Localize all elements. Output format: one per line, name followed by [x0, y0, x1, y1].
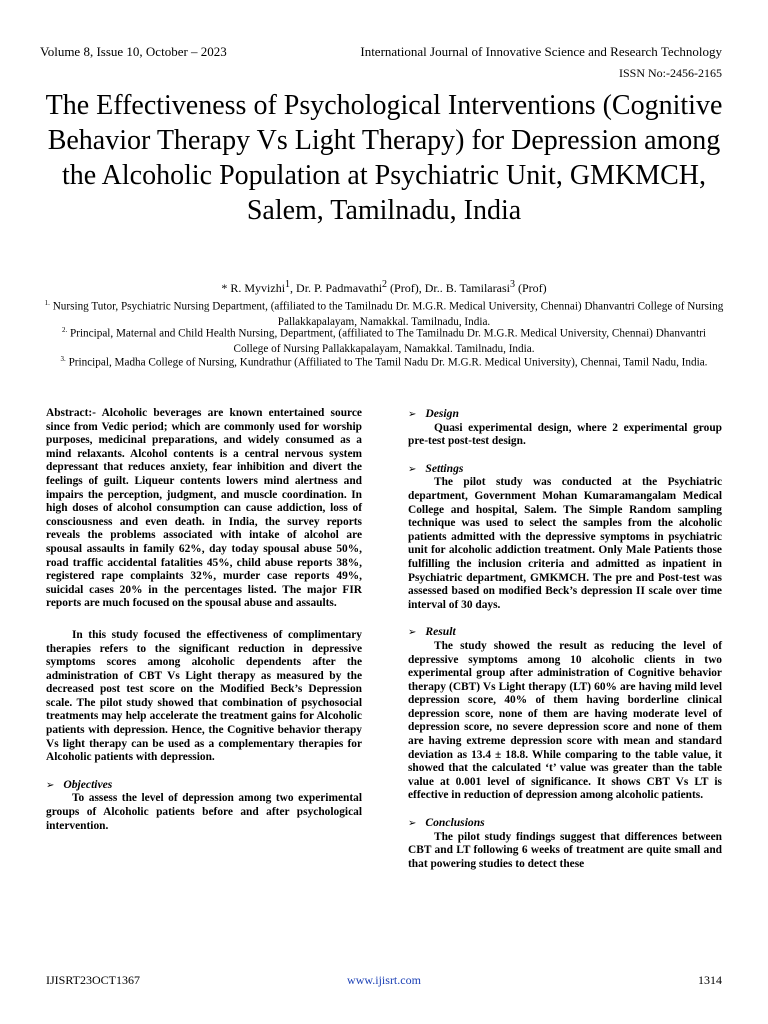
bullet-arrow-icon: ➢	[46, 779, 55, 791]
author-2-sup: 2	[382, 279, 388, 290]
journal-name: International Journal of Innovative Science and Research Technology	[360, 44, 722, 59]
affiliation-1-text: Nursing Tutor, Psychiatric Nursing Department, (affiliated to the Tamilnadu Dr. M.G.R. Medical University, Chennai) Dhanvantri College of Nursing Pallakkapalayam, Namakkal. Tamilnadu, India.	[52, 300, 724, 328]
affiliation-3	[44, 352, 724, 371]
right-column	[408, 407, 722, 871]
affiliation-1-num: 1.	[44, 299, 50, 307]
author-2: , Dr. P. Padmavathi	[290, 281, 383, 295]
objectives-heading: ➢ Objectives	[46, 777, 113, 791]
settings-heading: ➢ Settings	[408, 461, 464, 475]
journal-url-link[interactable]: www.ijisrt.com	[347, 973, 421, 987]
affiliation-2-text: Principal, Maternal and Child Health Nursing, Department, (affiliated to The Tamilnadu Dr. M.G.R. Medical University, Chennai) Dhanvantri College of Nursing Pallakkapalayam, Namakkal. Tamilnadu, India.	[70, 327, 707, 355]
author-3-sup: 3	[509, 279, 515, 290]
abstract-paragraph: Abstract:- Alcoholic beverages are known entertained source since from Vedic period; which are commonly used for worship purposes, medicinal preparations, and widely consumed as a mind relaxants. Alcohol contents is a central nervous system depressant that reduces anxiety, fear inhibition and divert the feelings of guilt. Liqueur contents lowers mind alertness and impairs the perception, judgment, and muscle coordination. In high doses of alcohol consumption can cause addiction, loss of consciousness and even death. in India, the survey reports reveals the problems associated with intake of alcohol are spousal assaults in family 62%, day today spousal abuse 50%, road traffic accidental fatalities 45%, child abuse reports 38%, registered rape complaints 32%, murder case reports 49%, suicidal cases 20% in the percentages listed. The major FIR reports are much focused on the spousal abuse and assaults.	[46, 407, 362, 610]
author-1: * R. Myvizhi	[221, 281, 286, 295]
bullet-arrow-icon: ➢	[408, 818, 417, 830]
bullet-arrow-icon: ➢	[408, 409, 417, 420]
volume-issue: Volume 8, Issue 10, October – 2023	[40, 44, 227, 59]
affiliation-3-num: 3.	[60, 355, 66, 363]
left-column	[46, 407, 362, 833]
author-1-sup: 1	[285, 279, 291, 290]
author-3-role: (Prof)	[514, 281, 547, 295]
result-heading: ➢ Result	[408, 625, 456, 639]
author-3: (Prof), Dr.. B. Tamilarasi	[387, 281, 510, 295]
article-id: IJISRT23OCT1367	[46, 973, 140, 987]
page-number: 1314	[698, 973, 722, 987]
design-heading: ➢ Design	[408, 407, 459, 420]
issn: ISSN No:-2456-2165	[618, 66, 722, 80]
settings-paragraph: The pilot study was conducted at the Psychiatric department, Government Mohan Kumaramangalam Medical College and hospital, Salem. The Simple Random sampling technique was used to select the samples from the alcoholic patients admitted with the depressive symptoms in psychiatric unit for alcoholic addiction treatment. Only Male Patients those fulfilling the inclusion criteria and admitted as inpatient in Psychiatric department, GMKMCH. The pre and Post-test was assessed based on modified Beck’s depression II scale over time interval of 30 days.	[408, 476, 722, 611]
study-paragraph: In this study focused the effectiveness of complimentary therapies refers to the significant reduction in depressive symptoms scores among alcoholic dependents after the administration of CBT Vs Light therapy as measured by the decreased post test score on the Modified Beck’s Depression scale. The pilot study showed that combination of psychosocial treatments may help accelerate the treatment gains for Alcoholic patients with depression. Hence, the Cognitive behavior therapy Vs light therapy can be used as a complementary therapies for Alcoholic patients with depression.	[46, 628, 362, 764]
conclusions-heading: ➢ Conclusions	[408, 816, 485, 830]
bullet-arrow-icon: ➢	[408, 463, 417, 475]
author-list	[40, 277, 728, 296]
conclusions-paragraph: The pilot study findings suggest that differences between CBT and LT following 6 weeks of treatment are quite small and that powering studies to detect these	[408, 830, 722, 870]
paper-title: The Effectiveness of Psychological Interventions (Cognitive Behavior Therapy Vs Light Therapy) for Depression among the Alcoholic Population at Psychiatric Unit, GMKMCH, Salem, Tamilnadu, India	[45, 90, 723, 226]
result-paragraph: The study showed the result as reducing the level of depressive symptoms among 10 alcoholic clients in two experimental group after administration of Cognitive behavior therapy (CBT) Vs Light therapy (LT) 60% are having mild level depression score, 40% of them having borderline clinical depression score, none of them are having moderate level of depression score, no severe depression score and none of them are having extreme depression score with mean and standard deviation as 13.4 ± 18.8. While comparing to the table value, it showed that the calculated ‘t’ value was greater than the table value at 0.001 level of significance. It shows CBT Vs LT is effective in reduction of depression among alcoholic patients.	[408, 639, 722, 802]
affiliation-3-text: Principal, Madha College of Nursing, Kundrathur (Affiliated to The Tamil Nadu Dr. M.G.R. Medical University), Chennai, Tamil Nadu, India.	[68, 356, 708, 369]
affiliation-2-num: 2.	[61, 326, 68, 334]
objectives-paragraph: To assess the level of depression among two experimental groups of Alcoholic patients before and after psychological intervention.	[46, 792, 362, 832]
design-paragraph: Quasi experimental design, where 2 experimental group pre-test post-test design.	[408, 421, 722, 448]
bullet-arrow-icon: ➢	[408, 627, 417, 639]
